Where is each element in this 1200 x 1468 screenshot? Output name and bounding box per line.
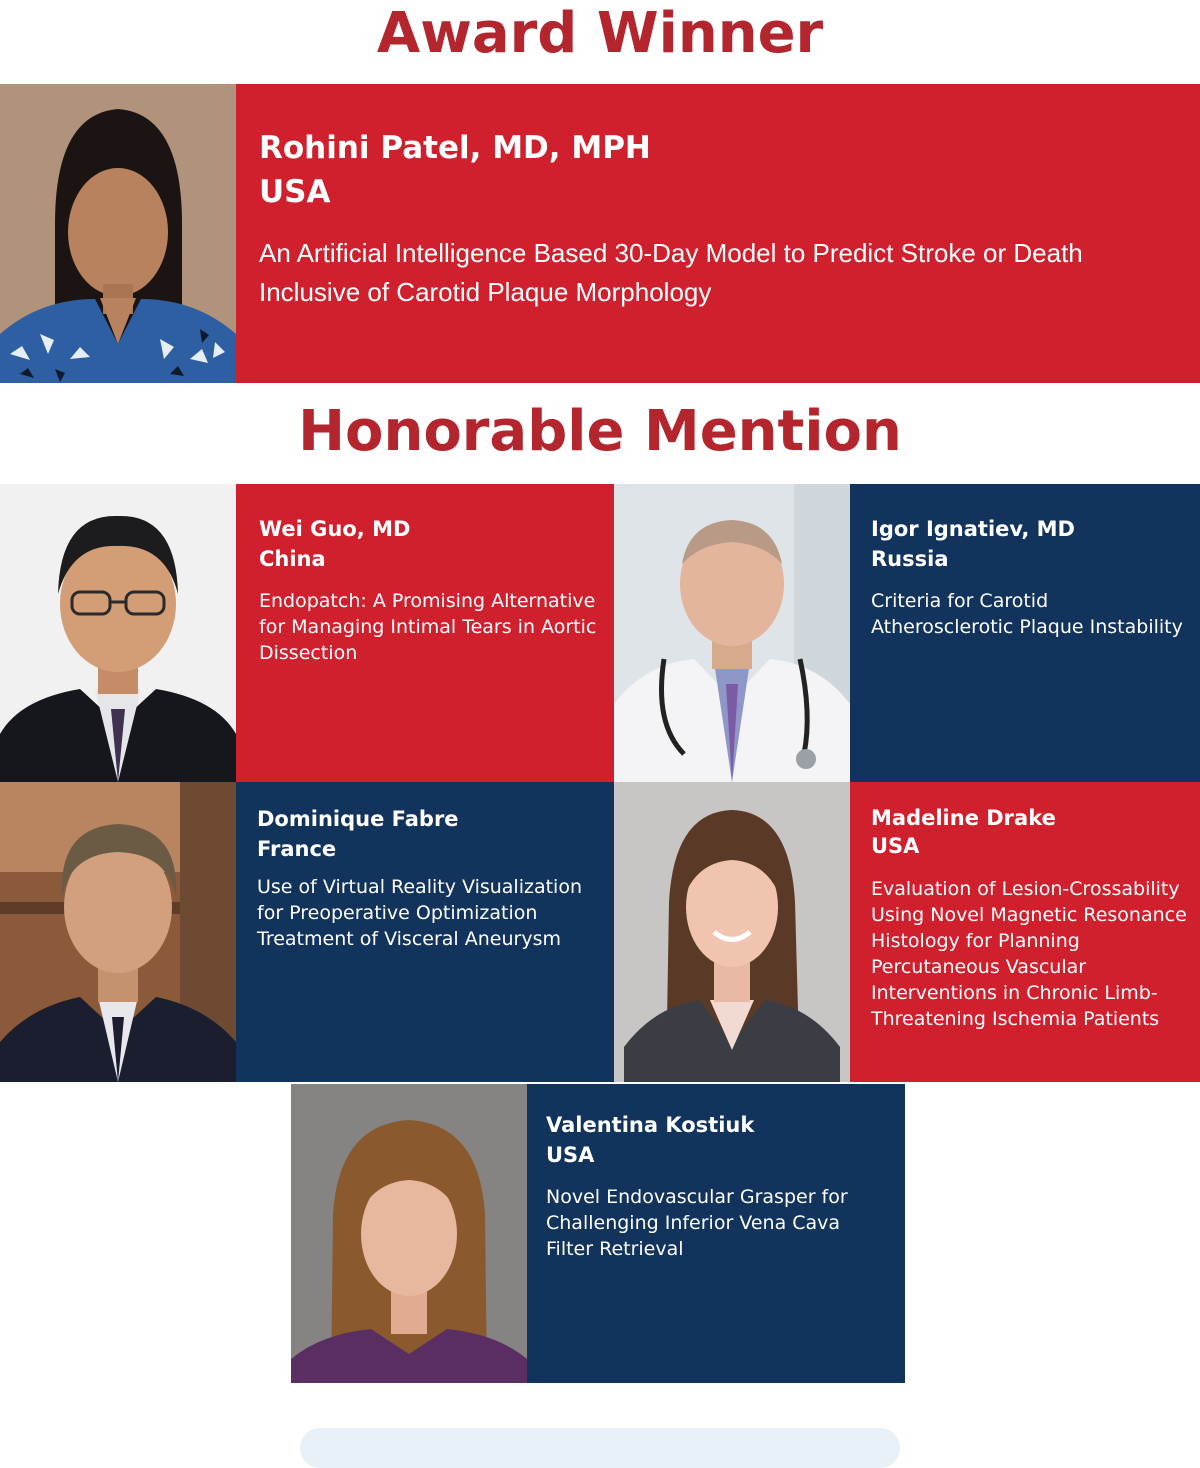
honoree-abstract-title: Endopatch: A Promising Alternative for Managing Intimal Tears in Aortic Dissection (259, 590, 597, 664)
portrait-photo-rohini-patel (0, 84, 236, 383)
honoree-country: USA (871, 834, 920, 858)
bottom-banner-edge (300, 1428, 900, 1468)
honorable-text-valentina-kostiuk (546, 1110, 886, 1262)
honorable-card-madeline-drake (614, 782, 1200, 1082)
honoree-name: Wei Guo, MD (259, 517, 411, 541)
award-winner-heading: Award Winner (376, 1, 824, 66)
honorable-card-wei-guo (0, 484, 614, 782)
honorable-card-igor-ignatiev (614, 484, 1200, 782)
honoree-abstract-title: Evaluation of Lesion-Crossability Using Novel Magnetic Resonance Histology for Planning Percutaneous Vascular Interventions in Chronic Limb-Threatening Ischemia Patients (871, 878, 1187, 1030)
honorable-text-madeline-drake (871, 804, 1196, 1032)
honoree-name: Dominique Fabre (257, 807, 459, 831)
honorable-text-wei-guo (259, 514, 599, 666)
honoree-country: France (257, 837, 337, 861)
honorable-mention-heading: Honorable Mention (298, 399, 902, 464)
portrait-photo-wei-guo (0, 484, 236, 782)
honoree-country: Russia (871, 547, 949, 571)
award-winner-text (259, 126, 1179, 312)
portrait-photo-igor-ignatiev (614, 484, 850, 782)
honorable-card-dominique-fabre (0, 782, 614, 1082)
honoree-abstract-title: Novel Endovascular Grasper for Challenging Inferior Vena Cava Filter Retrieval (546, 1186, 848, 1260)
honoree-abstract-title: Criteria for Carotid Atherosclerotic Plaque Instability (871, 590, 1183, 638)
portrait-photo-valentina-kostiuk (291, 1084, 527, 1383)
honoree-country: USA (546, 1143, 595, 1167)
honoree-country: China (259, 547, 326, 571)
honorable-card-valentina-kostiuk (291, 1084, 905, 1383)
honoree-abstract-title: Use of Virtual Reality Visualization for Preoperative Optimization Treatment of Visceral Aneurysm (257, 876, 582, 950)
honoree-name: Igor Ignatiev, MD (871, 517, 1075, 541)
honoree-name: Valentina Kostiuk (546, 1113, 755, 1137)
portrait-photo-madeline-drake (614, 782, 850, 1082)
winner-name: Rohini Patel, MD, MPH (259, 130, 651, 166)
honorable-text-igor-ignatiev (871, 514, 1191, 640)
portrait-photo-dominique-fabre (0, 782, 236, 1082)
award-winner-card (0, 84, 1200, 383)
honoree-name: Madeline Drake (871, 806, 1056, 830)
winner-abstract-title: An Artificial Intelligence Based 30-Day Model to Predict Stroke or Death Inclusive of Carotid Plaque Morphology (259, 238, 1083, 307)
winner-country: USA (259, 174, 331, 210)
honorable-text-dominique-fabre (257, 804, 597, 952)
